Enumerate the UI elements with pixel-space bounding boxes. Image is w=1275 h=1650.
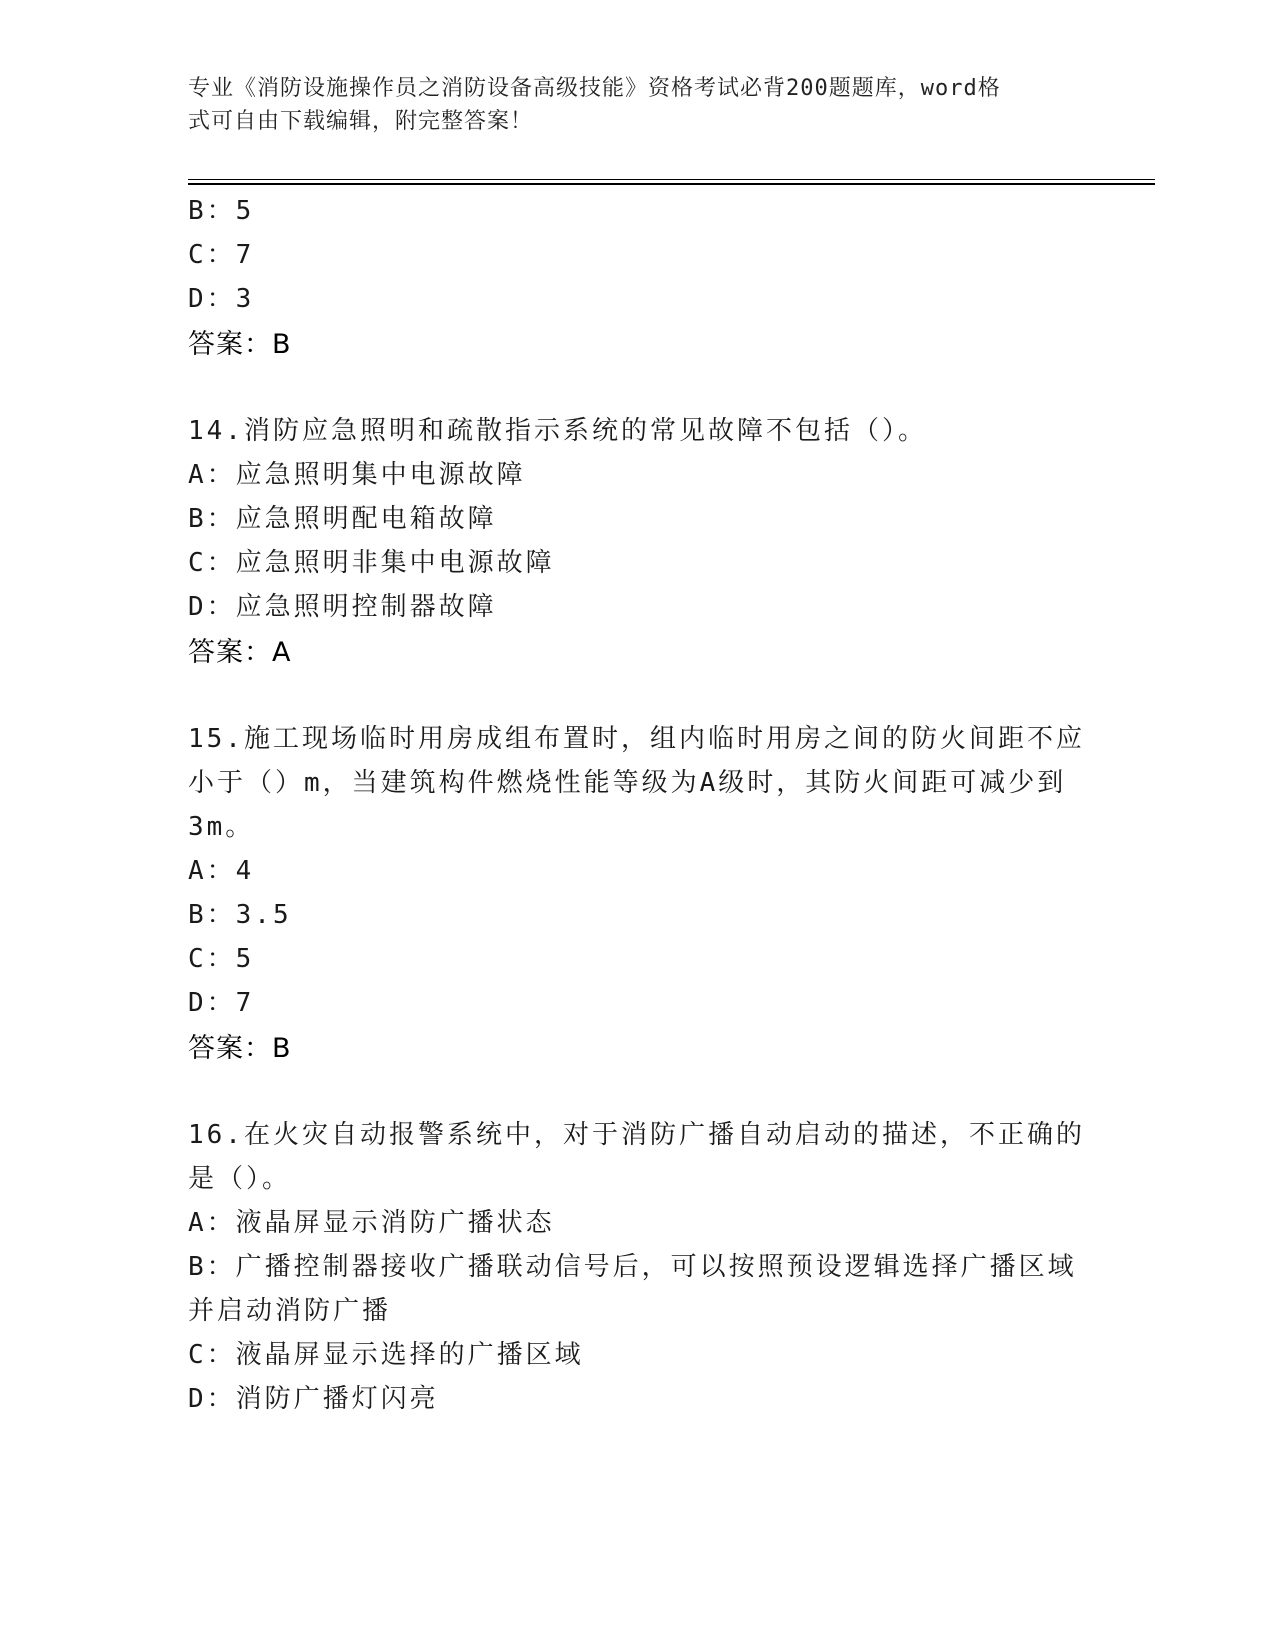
q15-option-d: D：7	[188, 988, 255, 1018]
q15-option-c: C：5	[188, 944, 255, 974]
q16-option-c: C：液晶屏显示选择的广播区域	[188, 1340, 584, 1370]
q16-question-line-1: 16.在火灾自动报警系统中，对于消防广播自动启动的描述，不正确的	[188, 1120, 1085, 1150]
q15-answer: 答案：B	[188, 1033, 292, 1064]
q15-option-a: A：4	[188, 856, 255, 886]
q14-question: 14.消防应急照明和疏散指示系统的常见故障不包括（）。	[188, 416, 927, 446]
q14-option-b: B：应急照明配电箱故障	[188, 504, 497, 534]
q16-option-b-line-2: 并启动消防广播	[188, 1296, 392, 1326]
q14-answer: 答案：A	[188, 637, 292, 668]
q13-option-b: B：5	[188, 196, 255, 226]
q14-option-a: A：应急照明集中电源故障	[188, 460, 526, 490]
q13-option-d: D：3	[188, 284, 255, 314]
q14-option-c: C：应急照明非集中电源故障	[188, 548, 555, 578]
header-line-2: 式可自由下载编辑，附完整答案！	[188, 109, 534, 134]
q14-option-d: D：应急照明控制器故障	[188, 592, 497, 622]
q13-option-c: C：7	[188, 240, 255, 270]
header-divider-bottom	[188, 183, 1155, 185]
q15-option-b: B：3.5	[188, 900, 292, 930]
header-divider-top	[188, 179, 1155, 180]
q16-option-a: A：液晶屏显示消防广播状态	[188, 1208, 555, 1238]
q15-question-line-3: 3m。	[188, 812, 255, 842]
q13-answer: 答案：B	[188, 329, 292, 360]
q16-option-d: D：消防广播灯闪亮	[188, 1384, 439, 1414]
header-line-1: 专业《消防设施操作员之消防设备高级技能》资格考试必背200题题库，word格	[188, 76, 1001, 101]
q15-question-line-2: 小于（）m，当建筑构件燃烧性能等级为A级时，其防火间距可减少到	[188, 768, 1067, 798]
document-header	[188, 72, 1068, 138]
q16-option-b-line-1: B：广播控制器接收广播联动信号后，可以按照预设逻辑选择广播区域	[188, 1252, 1077, 1282]
q15-question-line-1: 15.施工现场临时用房成组布置时，组内临时用房之间的防火间距不应	[188, 724, 1085, 754]
q16-question-line-2: 是（）。	[188, 1164, 292, 1194]
